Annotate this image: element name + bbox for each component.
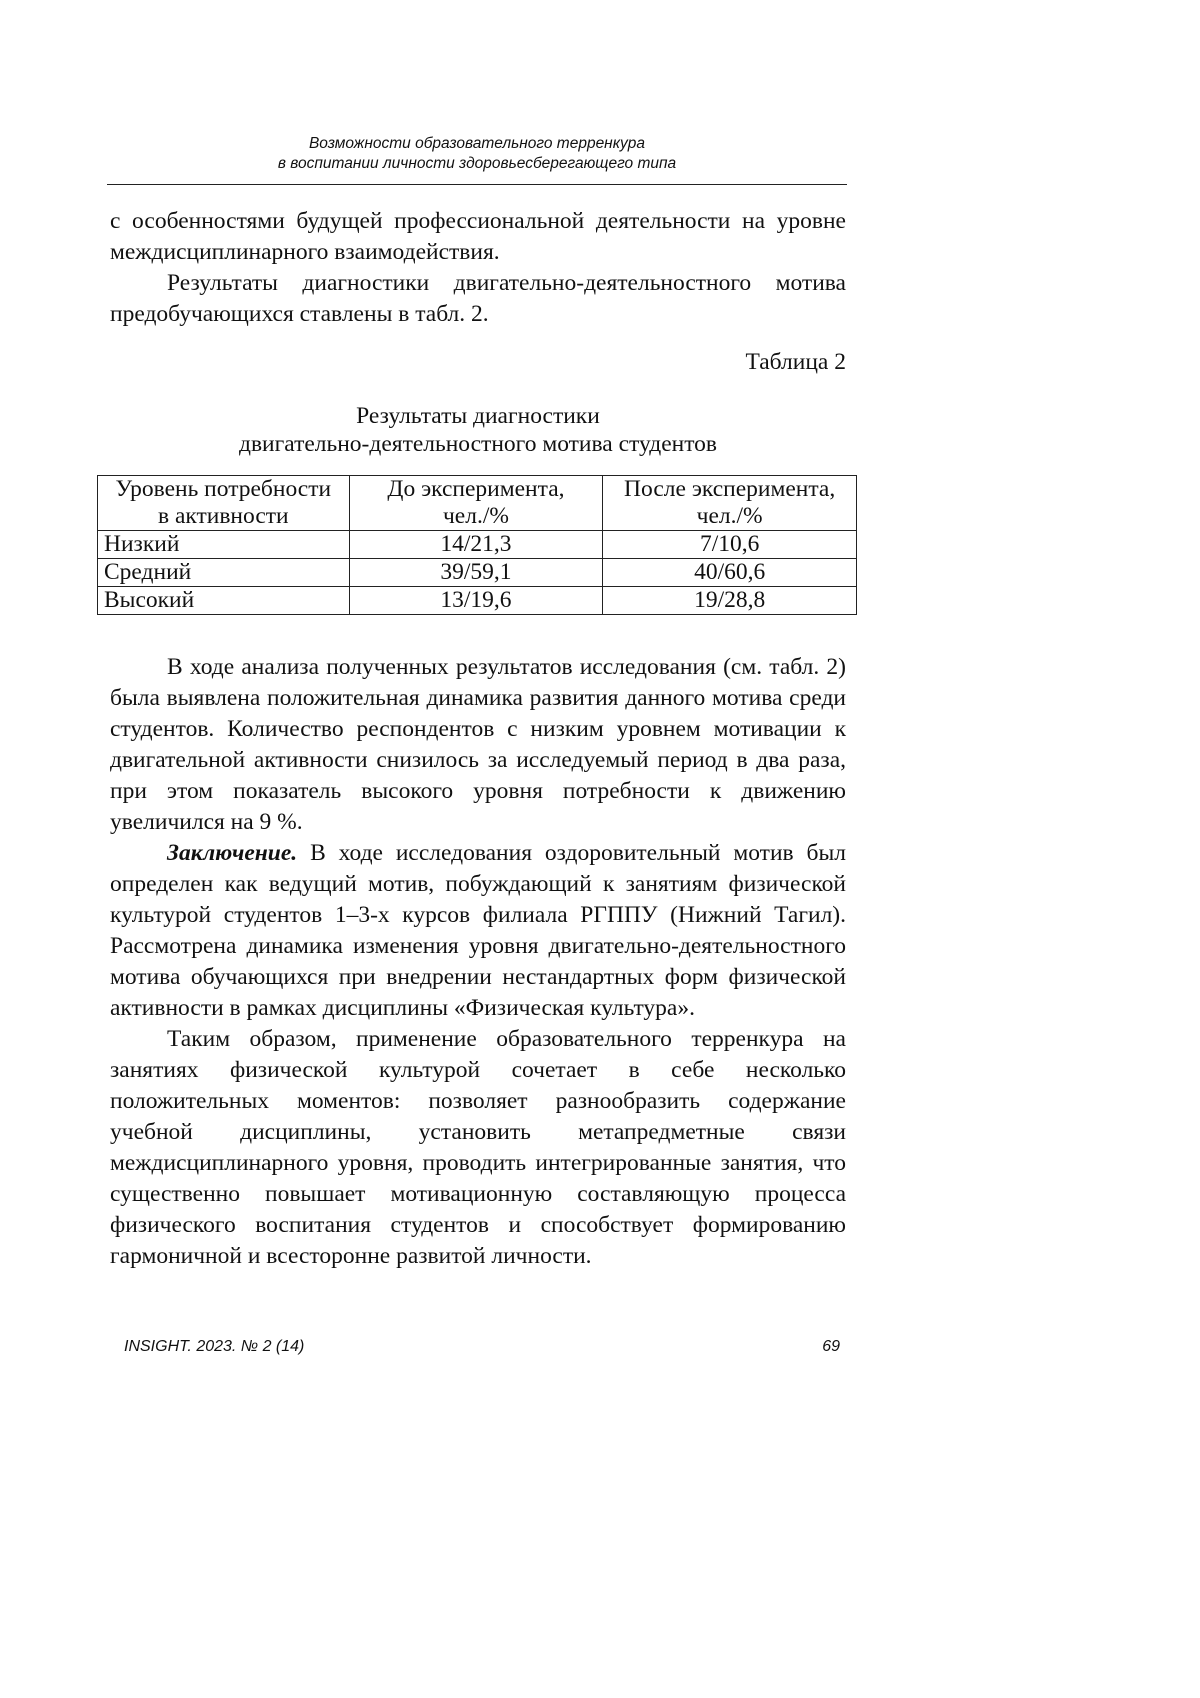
cell-before: 14/21,3 [349,531,603,559]
results-table [97,475,857,615]
table-label: Таблица 2 [110,347,846,378]
conclusion-body: В ходе исследования оздоровительный мотив был определен как ведущий мотив, побуждающий к занятиям физической культурой студентов 1–3-х курсов филиала РГППУ (Нижний Тагил). Рассмотрена динамика изменения уровня двигательно-деятельностного мотива обучающихся при внедрении нестандартных форм физической активности в рамках дисциплины «Физическая культура». [110,840,846,1021]
cell-after: 19/28,8 [603,587,857,615]
cell-level: Средний [98,559,350,587]
cell-level: Низкий [98,531,350,559]
table-title-line-2: двигательно-деятельностного мотива студентов [110,430,846,458]
header-level-line-1: Уровень потребности [104,476,343,503]
table-row [98,587,857,615]
conclusion-text [110,652,846,1272]
paragraph-summary: Таким образом, применение образовательного терренкура на занятиях физической культурой сочетает в себе несколько положительных моментов: позволяет разнообразить содержание учебной дисциплины, установить метапредметные связи междисциплинарного уровня, проводить интегрированные занятия, что существенно повышает мотивационную составляющую процесса физического воспитания студентов и способствует формированию гармоничной и всесторонне развитой личности. [110,1024,846,1272]
paragraph-conclusion [110,838,846,1024]
footer-journal: INSIGHT. 2023. № 2 (14) [124,1337,304,1357]
table-row [98,531,857,559]
header-before [349,476,603,531]
cell-before: 39/59,1 [349,559,603,587]
cell-level: Высокий [98,587,350,615]
table-row [98,559,857,587]
header-after [603,476,857,531]
paragraph-results-intro: Результаты диагностики двигательно-деятельностного мотива предобучающихся ставлены в табл. 2. [110,268,846,330]
paragraph-analysis: В ходе анализа полученных результатов исследования (см. табл. 2) была выявлена положительная динамика развития данного мотива среди студентов. Количество респондентов с низким уровнем мотивации к двигательной активности снизилось за исследуемый период в два раза, при этом показатель высокого уровня потребности к движению увеличился на 9 %. [110,652,846,838]
header-level-line-2: в активности [104,503,343,530]
paragraph-continuation: с особенностями будущей профессиональной деятельности на уровне междисциплинарного взаимодействия. [110,206,846,268]
cell-before: 13/19,6 [349,587,603,615]
running-header-line-1: Возможности образовательного терренкура [107,134,847,154]
running-header [107,134,847,174]
header-after-line-2: чел./% [609,503,850,530]
table-title-line-1: Результаты диагностики [110,402,846,430]
intro-text [110,206,846,330]
header-before-line-2: чел./% [356,503,597,530]
header-level [98,476,350,531]
table-title [110,402,846,458]
footer-page-number: 69 [800,1337,840,1357]
cell-after: 7/10,6 [603,531,857,559]
conclusion-heading: Заключение. [167,840,297,866]
header-divider [107,184,847,185]
cell-after: 40/60,6 [603,559,857,587]
table-header-row [98,476,857,531]
running-header-line-2: в воспитании личности здоровьесберегающего типа [107,154,847,174]
header-after-line-1: После эксперимента, [609,476,850,503]
header-before-line-1: До эксперимента, [356,476,597,503]
